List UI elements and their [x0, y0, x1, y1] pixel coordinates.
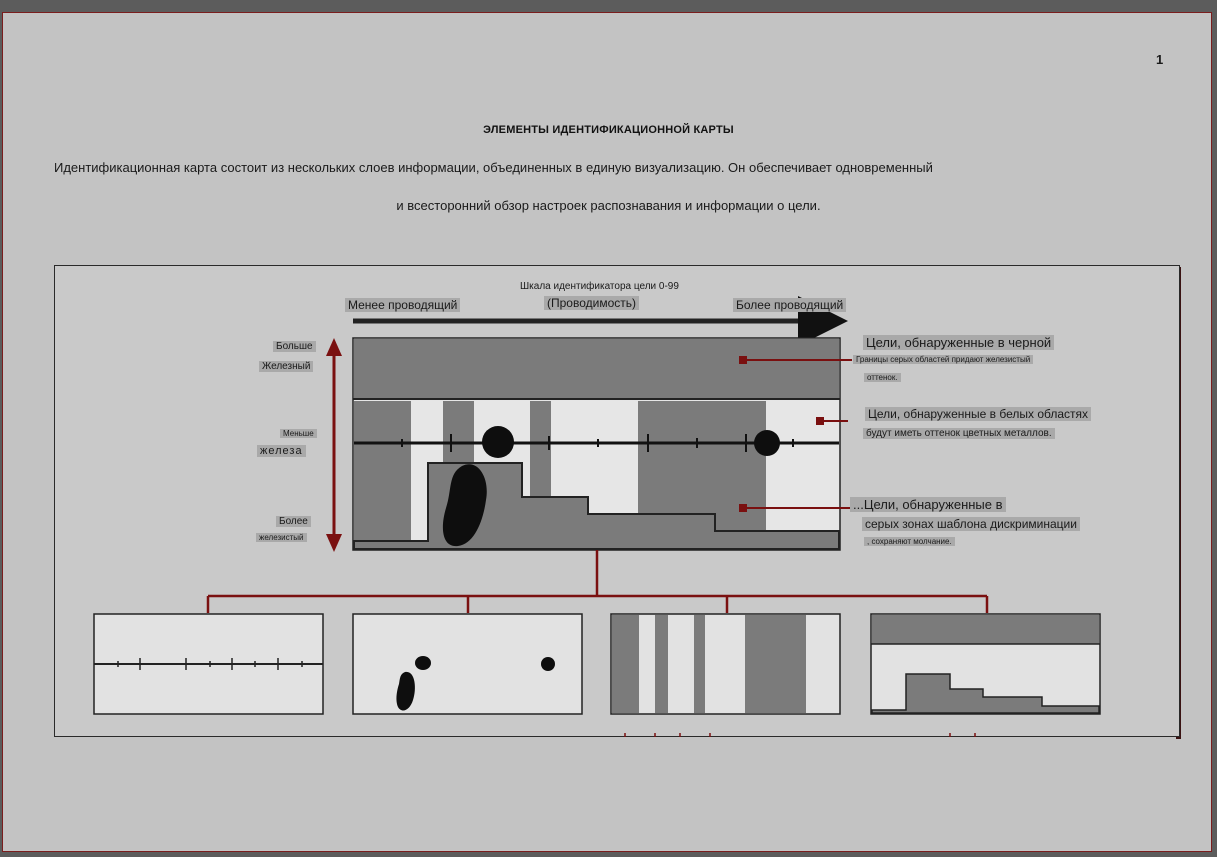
document-title: ЭЛЕМЕНТЫ ИДЕНТИФИКАЦИОННОЙ КАРТЫ: [483, 124, 734, 136]
callout-marker: [816, 417, 824, 425]
axis-top-line1: Больше: [273, 341, 316, 352]
intro-line-2: и всесторонний обзор настроек распознавания и информации о цели.: [396, 198, 821, 213]
callout-white-title: Цели, обнаруженные в белых областях: [865, 407, 1091, 421]
axis-bottom-line2: железистый: [256, 533, 307, 542]
intro-line-1: Идентификационная карта состоит из нескольких слоев информации, объединенных в единую визуализацию. Он обеспечивает одновременный: [54, 160, 933, 175]
layer-iron-profile: [871, 614, 1100, 714]
layer-targets: [353, 614, 582, 714]
layer-discrimination-pattern: [611, 614, 840, 714]
callout-white-note: будут иметь оттенок цветных металлов.: [863, 428, 1055, 439]
scale-title: Шкала идентификатора цели 0-99: [520, 281, 679, 292]
axis-bottom-line1: Более: [276, 516, 311, 527]
callout-black-title: Цели, обнаруженные в черной: [863, 335, 1054, 350]
page-number: 1: [1156, 52, 1164, 67]
main-id-map: [353, 338, 840, 550]
callout-gray-note: , сохраняют молчание.: [864, 537, 955, 546]
callout-marker: [739, 356, 747, 364]
callout-black-note-2: оттенок.: [864, 373, 901, 382]
callout-marker: [739, 504, 747, 512]
less-conductive-label: Менее проводящий: [345, 298, 460, 312]
axis-top-line2: Железный: [259, 361, 313, 372]
target-blob: [482, 426, 514, 458]
more-conductive-label: Более проводящий: [733, 298, 846, 312]
scale-subtitle: (Проводимость): [544, 296, 639, 310]
callout-black-note-1: Границы серых областей придают железистый: [853, 355, 1033, 364]
callout-gray-title-2: серых зонах шаблона дискриминации: [862, 517, 1080, 531]
layer-connectors: [208, 550, 987, 613]
axis-mid-line1: Меньше: [280, 429, 317, 438]
black-region-band: [354, 339, 839, 399]
layer-notch-scale: [94, 614, 323, 714]
axis-mid-line2: железа: [257, 445, 306, 457]
target-blob: [754, 430, 780, 456]
callout-gray-title-1: ...Цели, обнаруженные в: [850, 497, 1006, 512]
iron-axis-arrow: [326, 338, 342, 552]
gray-band: [354, 401, 411, 549]
